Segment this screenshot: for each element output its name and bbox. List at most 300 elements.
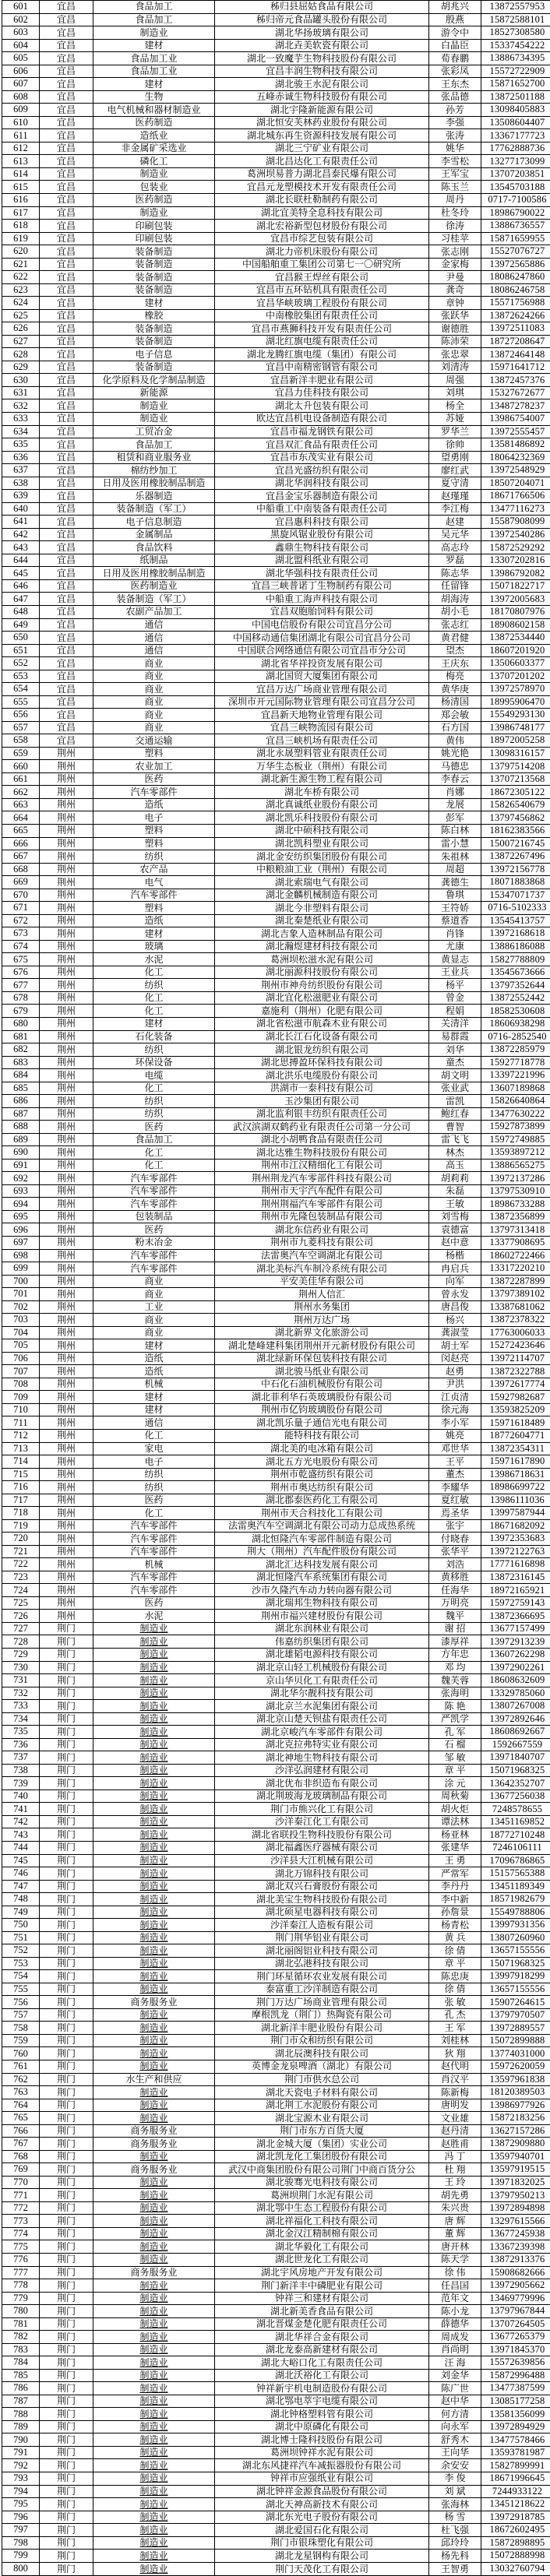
city-cell: 宜昌 xyxy=(40,541,93,554)
contact-cell: 王智勇 xyxy=(429,2562,481,2575)
table-row xyxy=(2,1558,550,1571)
company-cell: 葛洲坝松滋水泥有限公司 xyxy=(215,953,429,966)
table-row xyxy=(2,193,550,206)
company-cell: 荆门环星循环农业发展有限公司 xyxy=(215,1970,429,1983)
contact-cell: 唐明发 xyxy=(429,2099,481,2112)
table-row xyxy=(2,2536,550,2550)
industry-cell: 日用及医用橡胶制品制造 xyxy=(93,567,215,580)
industry-cell: 制造业 xyxy=(93,2459,215,2472)
industry-cell: 纺织 xyxy=(93,1481,215,1494)
row-number-cell: 604 xyxy=(2,39,40,52)
table-row xyxy=(2,1326,550,1339)
company-cell: 湖北骏马纸业有限公司 xyxy=(215,1365,429,1378)
contact-cell: 张海明 xyxy=(429,1687,481,1700)
city-cell: 宜昌 xyxy=(40,335,93,348)
phone-cell: 13972894898 xyxy=(481,2201,550,2215)
contact-cell: 闵赵亮 xyxy=(429,1352,481,1365)
phone-cell: 13972918785 xyxy=(481,2511,550,2524)
industry-cell: 食品加工 xyxy=(93,13,215,26)
table-row xyxy=(2,2138,550,2151)
table-row xyxy=(2,490,550,503)
table-row xyxy=(2,335,550,348)
company-cell: 荆州市九菱科技有限公司 xyxy=(215,1237,429,1250)
contact-cell: 关清洋 xyxy=(429,1017,481,1030)
phone-cell: 18527308580 xyxy=(481,26,550,40)
phone-cell: 18607201920 xyxy=(481,644,550,657)
phone-cell: 13277173099 xyxy=(481,155,550,168)
company-cell: 湖北国贸大厦集团有限公司 xyxy=(215,670,429,683)
contact-cell: 曾金 xyxy=(429,991,481,1005)
industry-cell: 造纸 xyxy=(93,798,215,811)
city-cell: 荆门 xyxy=(40,1867,93,1881)
industry-cell: 制造业 xyxy=(93,1944,215,1958)
phone-cell: 13657155556 xyxy=(481,1983,550,1996)
company-cell: 荆州荆龙汽车零部件科技有限公司 xyxy=(215,1172,429,1185)
table-row xyxy=(2,1017,550,1030)
table-row xyxy=(2,1262,550,1276)
contact-cell: 胡莉莉 xyxy=(429,1172,481,1185)
phone-cell: 13487278237 xyxy=(481,399,550,413)
phone-cell: 13707264505 xyxy=(481,2317,550,2331)
company-cell: 湖北世龙化工有限公司 xyxy=(215,2253,429,2266)
contact-cell: 尹曼 xyxy=(429,271,481,284)
row-number-cell: 773 xyxy=(2,2215,40,2228)
contact-cell: 狄 翔 xyxy=(429,2047,481,2060)
company-cell: 宜昌力佳科技有限公司 xyxy=(215,386,429,399)
contact-cell: 张跃华 xyxy=(429,309,481,322)
table-row xyxy=(2,1635,550,1649)
row-number-cell: 616 xyxy=(2,193,40,206)
phone-cell: 15587908099 xyxy=(481,516,550,529)
company-cell: 湖北福鑫医疗器械有限公司 xyxy=(215,1841,429,1854)
company-cell: 湖北银龙纺织有限公司 xyxy=(215,1043,429,1057)
contact-cell: 章 平 xyxy=(429,1957,481,1970)
table-row xyxy=(2,1210,550,1223)
row-number-cell: 731 xyxy=(2,1674,40,1687)
row-number-cell: 668 xyxy=(2,863,40,876)
industry-cell: 商务服务业 xyxy=(93,2266,215,2279)
table-row xyxy=(2,2408,550,2421)
row-number-cell: 650 xyxy=(2,632,40,645)
company-cell: 荆州市乾盛纺织有限公司 xyxy=(215,1468,429,1481)
phone-cell: 15337454222 xyxy=(481,39,550,52)
industry-cell: 制造业 xyxy=(93,1764,215,1777)
row-number-cell: 777 xyxy=(2,2266,40,2279)
table-row xyxy=(2,2485,550,2498)
city-cell: 宜昌 xyxy=(40,297,93,310)
table-row xyxy=(2,26,550,40)
industry-cell: 纺织 xyxy=(93,1043,215,1057)
table-row xyxy=(2,2562,550,2575)
contact-cell: 王军宝 xyxy=(429,167,481,181)
contact-cell: 徐涛 xyxy=(429,220,481,233)
phone-cell: 13607262298 xyxy=(481,1649,550,1662)
company-cell: 湖北省联投生物科技股份有限公司 xyxy=(215,1828,429,1842)
company-cell: 荆门市东方百货大厦 xyxy=(215,2124,429,2138)
phone-cell: 13986111036 xyxy=(481,1494,550,1507)
industry-cell: 制造业 xyxy=(93,2562,215,2575)
company-cell: 万华生态板业（荆州）有限公司 xyxy=(215,760,429,773)
phone-cell: 13986754007 xyxy=(481,413,550,426)
contact-cell: 黄移胜 xyxy=(429,1571,481,1584)
city-cell: 荆门 xyxy=(40,2266,93,2279)
company-cell: 湖北宇风房地产开发有限公司 xyxy=(215,2266,429,2279)
phone-cell: 18582530608 xyxy=(481,1005,550,1018)
company-cell: 荆州市福兴建材股份有限公司 xyxy=(215,1610,429,1623)
phone-cell: 13098316157 xyxy=(481,747,550,760)
city-cell: 荆州 xyxy=(40,1223,93,1237)
contact-cell: 陈志华 xyxy=(429,567,481,580)
phone-cell: 15072888998 xyxy=(481,2550,550,2563)
contact-cell: 李强 xyxy=(429,116,481,129)
phone-cell: 13886186088 xyxy=(481,940,550,953)
industry-cell: 家电 xyxy=(93,1442,215,1455)
city-cell: 荆州 xyxy=(40,747,93,760)
phone-cell: 13872287899 xyxy=(481,1275,550,1288)
row-number-cell: 610 xyxy=(2,116,40,129)
table-row xyxy=(2,1133,550,1146)
contact-cell: 雷凯 xyxy=(429,1095,481,1108)
contact-cell: 夏守清 xyxy=(429,477,481,490)
city-cell: 宜昌 xyxy=(40,490,93,503)
industry-cell: 制造业 xyxy=(93,2420,215,2433)
industry-cell: 制造业 xyxy=(93,2150,215,2163)
company-cell: 京山华贝化工有限责任公司 xyxy=(215,1674,429,1687)
industry-cell: 新能源 xyxy=(93,386,215,399)
city-cell: 荆门 xyxy=(40,2382,93,2395)
company-cell: 湖北东润林业有限公司 xyxy=(215,1622,429,1635)
industry-cell: 装备制造（军工） xyxy=(93,502,215,516)
industry-cell: 汽车零部件 xyxy=(93,1172,215,1185)
city-cell: 荆州 xyxy=(40,1056,93,1069)
phone-cell: 18908602158 xyxy=(481,618,550,632)
industry-cell: 医药制造 xyxy=(93,193,215,206)
city-cell: 荆门 xyxy=(40,2240,93,2254)
row-number-cell: 633 xyxy=(2,413,40,426)
row-number-cell: 638 xyxy=(2,477,40,490)
contact-cell: 马德忠 xyxy=(429,760,481,773)
row-number-cell: 738 xyxy=(2,1764,40,1777)
row-number-cell: 786 xyxy=(2,2382,40,2395)
industry-cell: 制造业 xyxy=(93,2176,215,2189)
city-cell: 宜昌 xyxy=(40,721,93,734)
table-row xyxy=(2,644,550,657)
table-row xyxy=(2,1429,550,1442)
phone-cell: 18606938298 xyxy=(481,1017,550,1030)
contact-cell: 石方国 xyxy=(429,721,481,734)
table-row xyxy=(2,1249,550,1262)
industry-cell: 玻璃 xyxy=(93,940,215,953)
city-cell: 荆门 xyxy=(40,1751,93,1765)
company-cell: 湖北省松滋市航森木业有限公司 xyxy=(215,1017,429,1030)
phone-cell: 15927718778 xyxy=(481,1056,550,1069)
industry-cell: 医药 xyxy=(93,1596,215,1610)
table-row xyxy=(2,516,550,529)
contact-cell: 唐昌俊 xyxy=(429,1300,481,1314)
table-row xyxy=(2,1069,550,1082)
phone-cell: 13872366695 xyxy=(481,1610,550,1623)
city-cell: 宜昌 xyxy=(40,528,93,541)
phone-cell: 15972759143 xyxy=(481,1596,550,1610)
table-row xyxy=(2,1030,550,1043)
city-cell: 荆州 xyxy=(40,1481,93,1494)
row-number-cell: 736 xyxy=(2,1738,40,1751)
table-row xyxy=(2,2279,550,2293)
company-cell: 湖北红旗电缆有限责任公司 xyxy=(215,335,429,348)
industry-cell: 装备制造 xyxy=(93,361,215,374)
table-row xyxy=(2,386,550,399)
contact-cell: 孔 军 xyxy=(429,1726,481,1739)
company-cell: 荆州市亿钧玻璃股份有限公司 xyxy=(215,1403,429,1416)
contact-cell: 王庆东 xyxy=(429,657,481,670)
table-row xyxy=(2,2240,550,2254)
company-cell: 湖北盟科纸业有限公司 xyxy=(215,554,429,567)
industry-cell: 装备制造（军工） xyxy=(93,593,215,606)
industry-cell: 制造业 xyxy=(93,1906,215,1919)
city-cell: 荆州 xyxy=(40,1198,93,1211)
city-cell: 荆门 xyxy=(40,2215,93,2228)
industry-cell: 粉末冶金 xyxy=(93,1237,215,1250)
row-number-cell: 720 xyxy=(2,1533,40,1546)
industry-cell: 医药制造业 xyxy=(93,579,215,593)
company-cell: 宜昌市东茂实业有限公司 xyxy=(215,451,429,464)
city-cell: 宜昌 xyxy=(40,477,93,490)
company-cell: 湖北恒安芙林药业股份有限公司 xyxy=(215,116,429,129)
table-row xyxy=(2,605,550,618)
row-number-cell: 757 xyxy=(2,2008,40,2022)
row-number-cell: 637 xyxy=(2,464,40,477)
row-number-cell: 605 xyxy=(2,52,40,65)
table-row xyxy=(2,1777,550,1790)
contact-cell: 黄 兵 xyxy=(429,1931,481,1944)
city-cell: 荆门 xyxy=(40,1854,93,1867)
row-number-cell: 768 xyxy=(2,2150,40,2163)
city-cell: 荆门 xyxy=(40,1712,93,1726)
table-row xyxy=(2,579,550,593)
industry-cell: 制造业 xyxy=(93,2472,215,2486)
row-number-cell: 712 xyxy=(2,1429,40,1442)
table-row xyxy=(2,1314,550,1327)
row-number-cell: 767 xyxy=(2,2138,40,2151)
table-row xyxy=(2,2511,550,2524)
phone-cell: 13807267008 xyxy=(481,1700,550,1713)
contact-cell: 漆厚祥 xyxy=(429,1635,481,1649)
table-row xyxy=(2,2047,550,2060)
table-row xyxy=(2,258,550,271)
city-cell: 荆州 xyxy=(40,902,93,915)
industry-cell: 交通运输 xyxy=(93,734,215,748)
city-cell: 荆门 xyxy=(40,2331,93,2344)
contact-cell: 袁德富 xyxy=(429,1223,481,1237)
table-row xyxy=(2,361,550,374)
city-cell: 宜昌 xyxy=(40,413,93,426)
table-row xyxy=(2,1726,550,1739)
contact-cell: 杜冬玲 xyxy=(429,206,481,220)
industry-cell: 制造业 xyxy=(93,1674,215,1687)
city-cell: 宜昌 xyxy=(40,425,93,438)
table-row xyxy=(2,1005,550,1018)
company-cell: 湖北新界文化旅游公司 xyxy=(215,1326,429,1339)
contact-cell: 雷小慧 xyxy=(429,837,481,850)
industry-cell: 制造业 xyxy=(93,2227,215,2240)
row-number-cell: 704 xyxy=(2,1326,40,1339)
city-cell: 荆州 xyxy=(40,1326,93,1339)
phone-cell: 13642352707 xyxy=(481,1777,550,1790)
table-row xyxy=(2,850,550,864)
industry-cell: 制造业 xyxy=(93,1841,215,1854)
row-number-cell: 710 xyxy=(2,1403,40,1416)
row-number-cell: 662 xyxy=(2,786,40,799)
company-cell: 湖北长江石化设备有限公司 xyxy=(215,1030,429,1043)
phone-cell: 13972617774 xyxy=(481,1378,550,1391)
city-cell: 宜昌 xyxy=(40,26,93,40)
phone-cell: 15826540679 xyxy=(481,798,550,811)
contact-cell: 陈忠庚 xyxy=(429,1970,481,1983)
city-cell: 荆州 xyxy=(40,1596,93,1610)
row-number-cell: 695 xyxy=(2,1210,40,1223)
table-row xyxy=(2,1931,550,1944)
city-cell: 荆州 xyxy=(40,1416,93,1430)
industry-cell: 机械 xyxy=(93,1378,215,1391)
company-cell: 湖北荆玻海龙玻璃制品有限公司 xyxy=(215,1789,429,1803)
row-number-cell: 653 xyxy=(2,670,40,683)
table-row xyxy=(2,2112,550,2125)
row-number-cell: 608 xyxy=(2,90,40,104)
company-cell: 湖北绿新环保包装科技有限公司 xyxy=(215,1352,429,1365)
company-cell: 宜昌市福龙钢铁有限公司 xyxy=(215,425,429,438)
table-row xyxy=(2,464,550,477)
row-number-cell: 656 xyxy=(2,709,40,722)
contact-cell: 姚光艳 xyxy=(429,747,481,760)
company-cell: 宜昌市燕狮科技开发有限责任公司 xyxy=(215,322,429,336)
city-cell: 宜昌 xyxy=(40,1,93,14)
row-number-cell: 780 xyxy=(2,2305,40,2318)
industry-cell: 汽车零部件 xyxy=(93,786,215,799)
phone-cell: 17762888736 xyxy=(481,142,550,155)
industry-cell: 造纸 xyxy=(93,1365,215,1378)
contact-cell: 赵中意 xyxy=(429,1237,481,1250)
phone-cell: 15157565388 xyxy=(481,1867,550,1881)
phone-cell: 13997918299 xyxy=(481,1970,550,1983)
contact-cell: 文业雄 xyxy=(429,2112,481,2125)
row-number-cell: 784 xyxy=(2,2356,40,2370)
table-row xyxy=(2,451,550,464)
table-row xyxy=(2,90,550,104)
industry-cell: 非金属矿采选业 xyxy=(93,142,215,155)
table-row xyxy=(2,760,550,773)
row-number-cell: 743 xyxy=(2,1828,40,1842)
contact-cell: 望杰 xyxy=(429,644,481,657)
city-cell: 宜昌 xyxy=(40,593,93,606)
phone-cell: 13707203851 xyxy=(481,167,550,181)
industry-cell: 制造业 xyxy=(93,1828,215,1842)
contact-cell: 杨亚林 xyxy=(429,1828,481,1842)
industry-cell: 制造业 xyxy=(93,2433,215,2447)
company-cell: 湖北小胡鸭食品有限责任公司 xyxy=(215,1133,429,1146)
table-row xyxy=(2,567,550,580)
contact-cell: 范年文 xyxy=(429,2292,481,2305)
industry-cell: 化工 xyxy=(93,1146,215,1160)
phone-cell: 13307202816 xyxy=(481,554,550,567)
company-cell: 湖北中原磷化有限公司 xyxy=(215,2420,429,2433)
phone-cell: 13317220210 xyxy=(481,1262,550,1276)
row-number-cell: 758 xyxy=(2,2022,40,2035)
table-row xyxy=(2,1159,550,1172)
contact-cell: 徐 伟 xyxy=(429,2266,481,2279)
company-cell: 湖北美的电冰箱有限公司 xyxy=(215,1442,429,1455)
phone-cell: 15927982687 xyxy=(481,1391,550,1404)
phone-cell: 15071822717 xyxy=(481,579,550,593)
table-row xyxy=(2,2498,550,2511)
company-cell: 湖北美宝生物科技股份有限公司 xyxy=(215,1893,429,1906)
contact-cell: 李小军 xyxy=(429,1416,481,1430)
city-cell: 荆州 xyxy=(40,1288,93,1301)
table-row xyxy=(2,837,550,850)
phone-cell: 15549788806 xyxy=(481,1906,550,1919)
table-row xyxy=(2,2459,550,2472)
company-cell: 湖北东信药业有限公司 xyxy=(215,1223,429,1237)
table-row xyxy=(2,683,550,696)
company-cell: 湖北车桥有限公司 xyxy=(215,786,429,799)
contact-cell: 赵中华 xyxy=(429,2395,481,2408)
city-cell: 宜昌 xyxy=(40,309,93,322)
company-cell: 荆州市天合科技化工有限公司 xyxy=(215,1507,429,1520)
row-number-cell: 782 xyxy=(2,2331,40,2344)
phone-cell: 13972168618 xyxy=(481,927,550,941)
contact-cell: 黄伟 xyxy=(429,734,481,748)
industry-cell: 制造业 xyxy=(93,2034,215,2047)
company-cell: 湖北京峻汽车零部件有限公司 xyxy=(215,1726,429,1739)
company-cell: 中石化石油机械股份有限公司 xyxy=(215,1378,429,1391)
company-cell: 湖北钟祥金源食品股份有限公司 xyxy=(215,2485,429,2498)
company-cell: 葛洲坝易普力湖北昌泰民爆有限公司 xyxy=(215,167,429,181)
table-row xyxy=(2,1906,550,1919)
city-cell: 荆州 xyxy=(40,889,93,902)
company-cell: 湖北龙星钢构有限公司 xyxy=(215,2550,429,2563)
city-cell: 荆门 xyxy=(40,1803,93,1816)
row-number-cell: 645 xyxy=(2,567,40,580)
table-row xyxy=(2,1571,550,1584)
table-row xyxy=(2,297,550,310)
row-number-cell: 732 xyxy=(2,1687,40,1700)
industry-cell: 汽车零部件 xyxy=(93,1184,215,1198)
table-row xyxy=(2,940,550,953)
table-row xyxy=(2,1403,550,1416)
phone-cell: 13972565886 xyxy=(481,258,550,271)
industry-cell: 商业 xyxy=(93,657,215,670)
table-row xyxy=(2,1300,550,1314)
contact-cell: 黄显志 xyxy=(429,953,481,966)
contact-cell: 朱磊 xyxy=(429,1184,481,1198)
city-cell: 荆州 xyxy=(40,1571,93,1584)
company-cell: 荆门天茂化工有限公司 xyxy=(215,2562,429,2575)
industry-cell: 建材 xyxy=(93,1403,215,1416)
phone-cell: 13451218622 xyxy=(481,2498,550,2511)
row-number-cell: 706 xyxy=(2,1352,40,1365)
city-cell: 荆门 xyxy=(40,1738,93,1751)
industry-cell: 制造业 xyxy=(93,1687,215,1700)
city-cell: 宜昌 xyxy=(40,399,93,413)
contact-cell: 徐 倩 xyxy=(429,1983,481,1996)
company-cell: 湖北金安纺织集团股份有限公司 xyxy=(215,850,429,864)
contact-cell: 张建华 xyxy=(429,1841,481,1854)
company-cell: 湖北京兰水泥集团有限公司 xyxy=(215,1700,429,1713)
company-cell: 荆门市众和纺织有限公司 xyxy=(215,2034,429,2047)
contact-cell: 荀春鹏 xyxy=(429,52,481,65)
city-cell: 荆州 xyxy=(40,1184,93,1198)
table-row xyxy=(2,786,550,799)
row-number-cell: 707 xyxy=(2,1365,40,1378)
